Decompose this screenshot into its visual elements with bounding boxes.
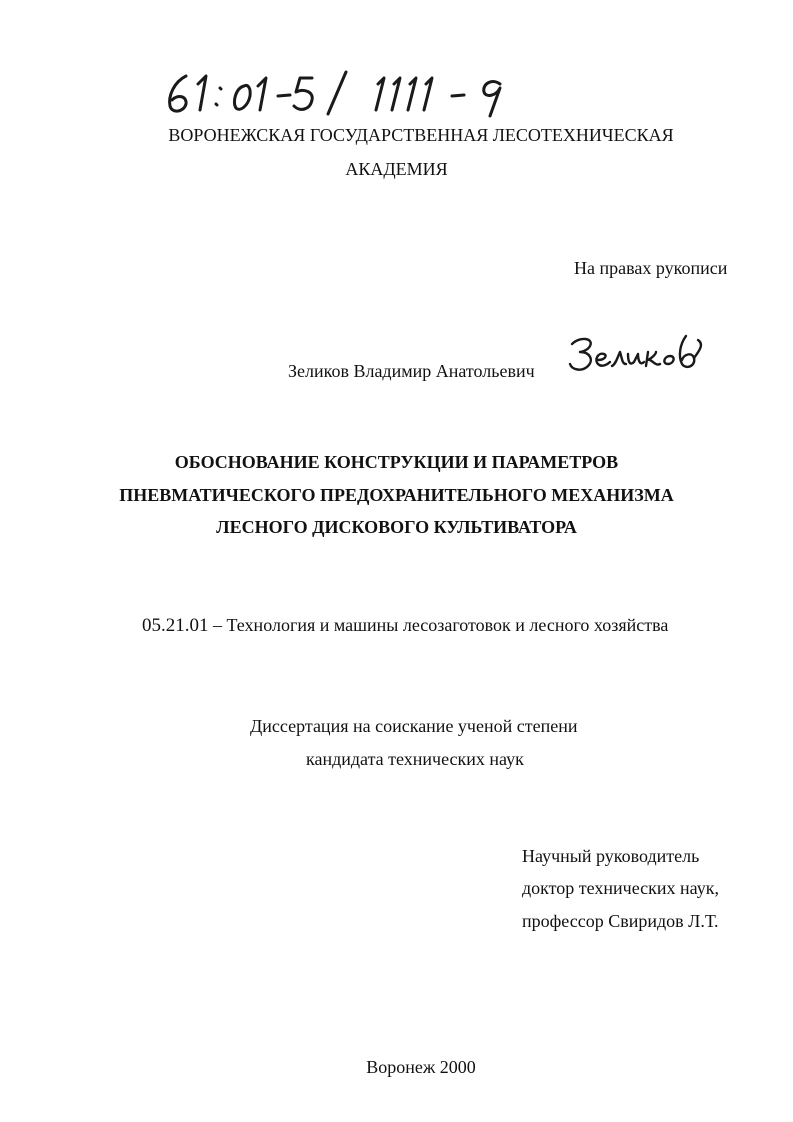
author-name: Зеликов Владимир Анатольевич [288,361,535,381]
specialty-line [142,614,668,637]
institution-line-2: АКАДЕМИЯ [345,159,448,179]
supervisor-degree: доктор технических наук, [522,878,719,898]
degree-line-1: Диссертация на соискание ученой степени [250,716,578,736]
supervisor-role: Научный руководитель [522,846,700,866]
institution-line-1: ВОРОНЕЖСКАЯ ГОСУДАРСТВЕННАЯ ЛЕСОТЕХНИЧЕСКАЯ [168,125,674,145]
specialty-name: – Технология и машины лесозаготовок и лесного хозяйства [208,615,669,635]
degree-line-2: кандидата технических наук [306,749,524,769]
dissertation-title-line-3: ЛЕСНОГО ДИСКОВОГО КУЛЬТИВАТОРА [216,517,577,537]
specialty-code: 05.21.01 [142,615,209,636]
manuscript-rights-note: На правах рукописи [574,258,728,278]
city-and-year: Воронеж 2000 [366,1057,476,1077]
supervisor-name: профессор Свиридов Л.Т. [522,911,719,931]
handwritten-archive-code [160,66,540,118]
dissertation-title-line-2: ПНЕВМАТИЧЕСКОГО ПРЕДОХРАНИТЕЛЬНОГО МЕХАНИЗМА [119,485,674,505]
author-signature [566,330,716,380]
dissertation-title-line-1: ОБОСНОВАНИЕ КОНСТРУКЦИИ И ПАРАМЕТРОВ [174,452,619,472]
